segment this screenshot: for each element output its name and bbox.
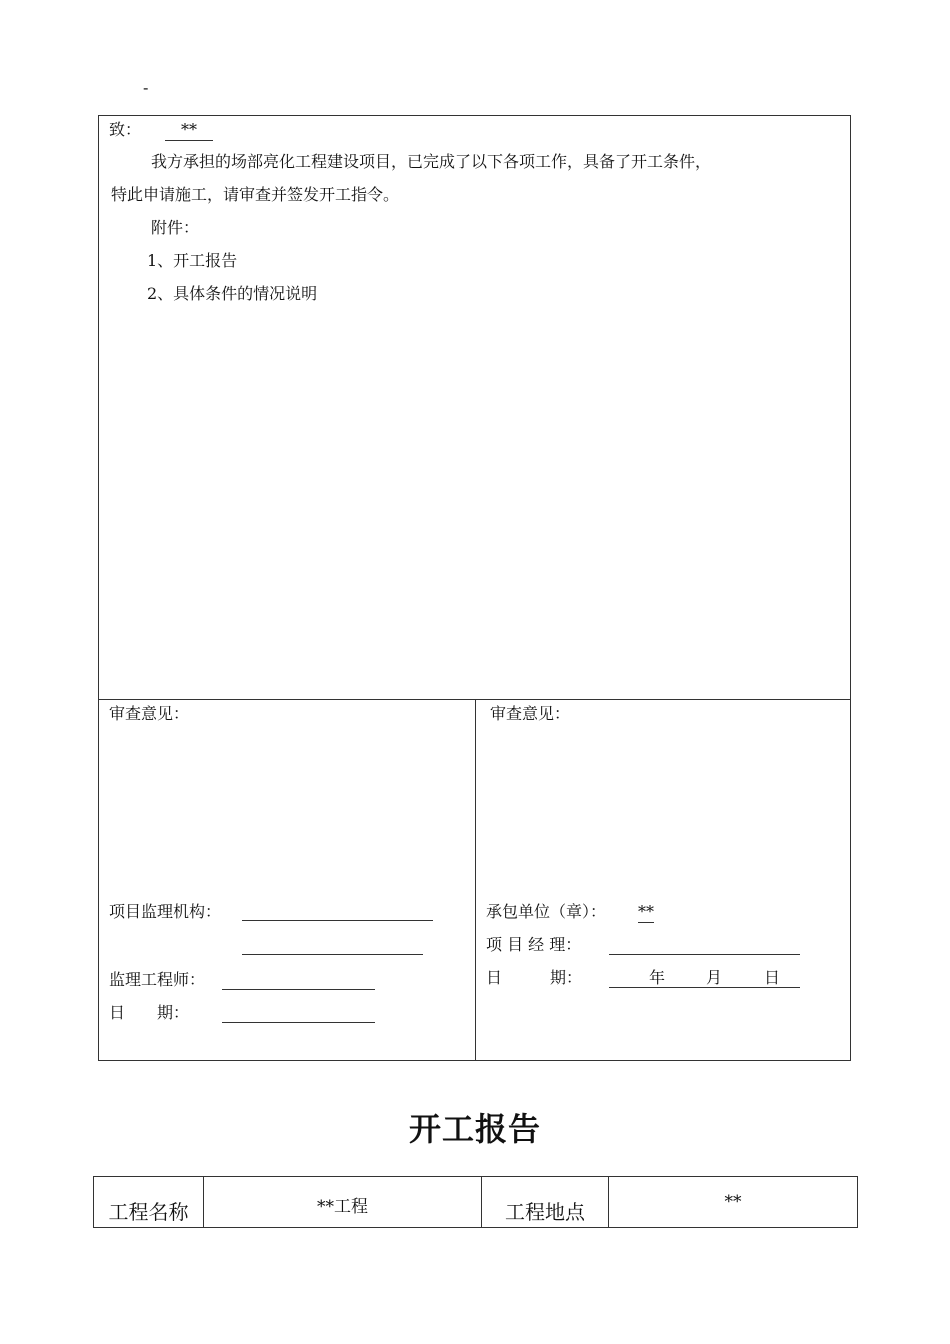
application-form <box>98 115 851 1061</box>
report-title: 开工报告 <box>408 1110 541 1148</box>
date-year: 年 <box>649 968 666 987</box>
contractor-label: 承包单位（章）： <box>486 902 607 921</box>
project-location-value: ** <box>609 1177 858 1228</box>
date-month: 月 <box>706 968 723 987</box>
column-divider <box>475 699 476 1060</box>
left-date-label: 日 期： <box>109 1003 190 1022</box>
paragraph-line-2: 特此申请施工，请审查并签发开工指令。 <box>111 185 400 204</box>
supervision-org-line-1 <box>242 900 433 921</box>
project-location-label: 工程地点 <box>482 1177 609 1228</box>
to-value: ** <box>165 120 213 141</box>
supervision-org-line-2 <box>242 934 423 955</box>
right-date-label: 日 期： <box>486 968 583 987</box>
project-manager-line <box>609 934 800 955</box>
supervising-engineer-label: 监理工程师： <box>109 970 206 989</box>
left-date-line <box>222 1002 375 1023</box>
page-mark: - <box>143 78 149 97</box>
contractor-value: ** <box>638 902 654 921</box>
date-day: 日 <box>764 968 781 987</box>
attachment-item-2: 2、具体条件的情况说明 <box>147 284 318 303</box>
right-review-title: 审查意见： <box>490 704 571 723</box>
supervision-org-label: 项目监理机构： <box>109 902 222 921</box>
to-label: 致： <box>109 120 142 139</box>
table-row <box>94 1177 858 1228</box>
supervising-engineer-line <box>222 969 375 990</box>
attachments-label: 附件： <box>151 218 200 237</box>
paragraph-line-1: 我方承担的场部亮化工程建设项目，已完成了以下各项工作，具备了开工条件， <box>151 152 712 171</box>
project-manager-label: 项 目 经 理： <box>486 935 582 954</box>
project-name-label: 工程名称 <box>94 1177 204 1228</box>
left-review-title: 审查意见： <box>109 704 190 723</box>
project-name-value: **工程 <box>204 1177 482 1228</box>
project-info-table <box>93 1176 858 1228</box>
attachment-item-1: 1、开工报告 <box>147 251 238 270</box>
